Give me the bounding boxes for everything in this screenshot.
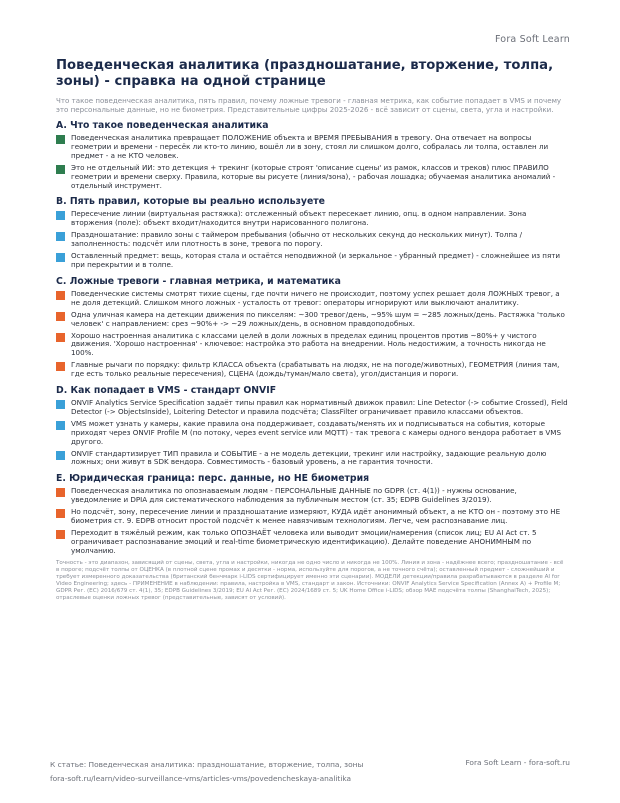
list-item bbox=[56, 487, 568, 505]
list-item-text: Оставленный предмет: вещь, которая стала и остаётся неподвижной (и зеркальное - убранный предмет) - сложнейшее из пяти при перекрытии и в толпе. bbox=[71, 251, 561, 269]
square-bullet-icon bbox=[56, 165, 65, 174]
section-heading: A. Что такое поведенческая аналитика bbox=[56, 120, 269, 131]
footer-site[interactable]: Fora Soft Learn - fora-soft.ru bbox=[465, 758, 570, 767]
list-item bbox=[56, 290, 568, 308]
section-heading: E. Юридическая граница: перс. данные, но НЕ биометрия bbox=[56, 473, 370, 485]
list-item-text: Поведенческая аналитика превращает ПОЛОЖЕНИЕ объекта и ВРЕМЯ ПРЕБЫВАНИЯ в тревогу. Она отвечает на вопросы геометрии и времени - пересёк ли кто-то линию, вошёл ли в зону, стоял ли слишком долго, собралась ли толпа, оставлен ли предмет - а не КТО человек. bbox=[71, 133, 549, 160]
list-item bbox=[56, 529, 568, 556]
footer-url[interactable]: fora-soft.ru/learn/video-surveillance-vms/articles-vms/povedencheskaya-analitika bbox=[50, 774, 352, 783]
list-item bbox=[56, 420, 568, 447]
square-bullet-icon bbox=[56, 135, 65, 144]
list-item bbox=[56, 134, 568, 161]
list-item-text: ONVIF стандартизирует ТИП правила и СОБЫТИЕ - а не модель детекции, трекинг или настройку, задающие реальную долю ложных; они живут в SDK вендора. Совместимость - базовый уровень, а не гарантия точности. bbox=[71, 448, 547, 467]
square-bullet-icon bbox=[56, 400, 65, 409]
list-item bbox=[56, 164, 568, 191]
square-bullet-icon bbox=[56, 530, 65, 539]
square-bullet-icon bbox=[56, 509, 65, 518]
list-item bbox=[56, 508, 568, 526]
list-item-text: Праздношатание: правило зоны с таймером пребывания (обычно от нескольких секунд до нескольких минут). Толпа / заполненность: подсчёт или плотность в зоне, тревога по порогу. bbox=[71, 230, 523, 249]
list-item-text: Это не отдельный ИИ: это детекция + трекинг (которые строят 'описание сцены' из рамок, классов и треков) плюс ПРАВИЛО геометрии и времени сверху. Правила, которые вы рисуете (линия/зона), - рабочая лошадка; обучаемая аналитика аномалий - отдельный инструмент. bbox=[71, 162, 556, 190]
square-bullet-icon bbox=[56, 232, 65, 241]
section-heading: D. Как попадает в VMS - стандарт ONVIF bbox=[56, 385, 277, 397]
list-item-text: Хорошо настроенная аналитика с классами целей в доли ложных в пределах единиц процентов против ~80%+ у чистого движения. 'Хорошо настроенная' - ключевое: настройка это работа на внедрении. Ноль недостижим, а точность никогда не 100%. bbox=[71, 330, 546, 358]
list-item-text: Поведенческая аналитика по опознаваемым людям - ПЕРСОНАЛЬНЫЕ ДАННЫЕ по GDPR (ст. 4(1)) - нужны основание, уведомление и DPIA для систематического наблюдения за публичным местом (ст. 35; EDPB Guidelines 3/2019). bbox=[71, 486, 517, 505]
footer-article-label: К статье: Поведенческая аналитика: праздношатание, вторжение, толпа, зоны bbox=[50, 760, 364, 769]
square-bullet-icon bbox=[56, 253, 65, 262]
list-item-text: Пересечение линии (виртуальная растяжка): отслеженный объект пересекает линию, опц. в одном направлении. Зона вторжения (поле): объект входит/находится внутри нарисованного полигона. bbox=[71, 209, 527, 228]
list-item bbox=[56, 361, 568, 379]
square-bullet-icon bbox=[56, 421, 65, 430]
list-item bbox=[56, 332, 568, 359]
list-item-text: Одна уличная камера на детекции движения по пикселям: ~300 тревог/день, ~95% шум = ~285 ложных/день. Растяжка 'только человек' с направлением: срез ~90%+ -> ~29 ложных/день, в основном правдоподобных. bbox=[71, 309, 565, 328]
square-bullet-icon bbox=[56, 488, 65, 497]
square-bullet-icon bbox=[56, 333, 65, 342]
page-title: Поведенческая аналитика (праздношатание, вторжение, толпа, зоны) - справка на одной странице bbox=[56, 58, 554, 89]
square-bullet-icon bbox=[56, 211, 65, 220]
list-item-text: VMS может узнать у камеры, какие правила она поддерживает, создавать/менять их и подписываться на события, которые приходят через ONVIF Profile M (по потоку, через event service или MQTT) - так тревога с камеры одного вендора работает в VMS другого. bbox=[71, 418, 561, 446]
list-item bbox=[56, 252, 568, 270]
main-content bbox=[56, 58, 568, 608]
list-item-text: Поведенческие системы смотрят тихие сцены, где почти ничего не происходит, поэтому успех решает доля ЛОЖНЫХ тревог, а не доля детекций. Слишком много ложных - усталость от тревог: операторы игнорируют или выключают аналитику. bbox=[71, 288, 560, 307]
list-item bbox=[56, 450, 568, 468]
list-item bbox=[56, 311, 568, 329]
list-item-text: Переходит в тяжёлый режим, как только ОПОЗНАЁТ человека или выводит эмоции/намерения (список лиц; EU AI Act ст. 5 ограничивает распознавание эмоций и real-time биометрическую идентификацию). Делайте поведение АНОНИМНЫМ по умолчанию. bbox=[71, 528, 537, 555]
sections bbox=[56, 120, 568, 556]
square-bullet-icon bbox=[56, 451, 65, 460]
list-item-text: Но подсчёт, зону, пересечение линии и праздношатание измеряют, КУДА идёт анонимный объект, а не КТО он - поэтому это НЕ биометрия ст. 9. EDPB относит простой подсчёт к менее навязчивым технологиям. Легче, чем распознавание лиц. bbox=[71, 507, 561, 526]
section-heading: B. Пять правил, которые вы реально используете bbox=[56, 196, 325, 208]
brand-label: Fora Soft Learn bbox=[494, 34, 570, 45]
list-item bbox=[56, 210, 568, 228]
list-item bbox=[56, 399, 568, 417]
footnote: Точность - это диапазон, зависящий от сцены, света, угла и настройки, никогда не одно число и никогда не 100%. Линия и зона - надёжнее всего; праздношатание - всё в пороге; подсчёт толпы от ОЦЕНКА (в плотной сцене промах и десятки - норма, используйте для порогов, а не точного счёта); оставленный предмет - сложнейший и требует измеренного доказательства (британский бенчмарк i-LIDS сертифицирует именно эти сценарии). МОДЕЛИ детекции/правила разрабатываются в разделе AI for Video Engineering; здесь - ПРИМЕНЕНИЕ в наблюдении: правила, настройка в VMS, стандарт и закон. Источники: ONVIF Analytics Service Specification (Annex A) + Profile M; GDPR Рег. (EC) 2016/679 ст. 4(1), 35; EDPB Guidelines 3/2019; EU AI Act Рег. (EC) 2024/1689 ст. 5; UK Home Office i-LIDS; обзор MAE подсчёта толпы (ShanghaiTech, 2025); отраслевые оценки ложных тревог (представительные, зависят от условий). bbox=[56, 559, 564, 602]
list-item-text: Главные рычаги по порядку: фильтр КЛАССА объекта (срабатывать на людях, не на погоде/животных), ГЕОМЕТРИЯ (линия там, где есть только реальные пересечения), СЦЕНА (дождь/туман/мало света), угол/дистанция и пороги. bbox=[71, 360, 560, 379]
page-subtitle: Что такое поведенческая аналитика, пять правил, почему ложные тревоги - главная метрика, как событие попадает в VMS и почему это персональные данные, но не биометрия. Представительные цифры 2025-2026 - всё зависит от сцены, света, угла и настройки. bbox=[56, 96, 562, 114]
square-bullet-icon bbox=[56, 291, 65, 300]
square-bullet-icon bbox=[56, 312, 65, 321]
footer-left bbox=[50, 758, 363, 786]
list-item-text: ONVIF Analytics Service Specification задаёт типы правил как нормативный движок правил: Line Detector (-> событие Crossed), Field Detector (-> ObjectsInside), Loitering Detector и правила подсчёта; ClassFilter ограничивает правило классами объектов. bbox=[71, 398, 568, 416]
square-bullet-icon bbox=[56, 362, 65, 371]
section-heading: C. Ложные тревоги - главная метрика, и математика bbox=[56, 275, 341, 287]
list-item bbox=[56, 231, 568, 249]
